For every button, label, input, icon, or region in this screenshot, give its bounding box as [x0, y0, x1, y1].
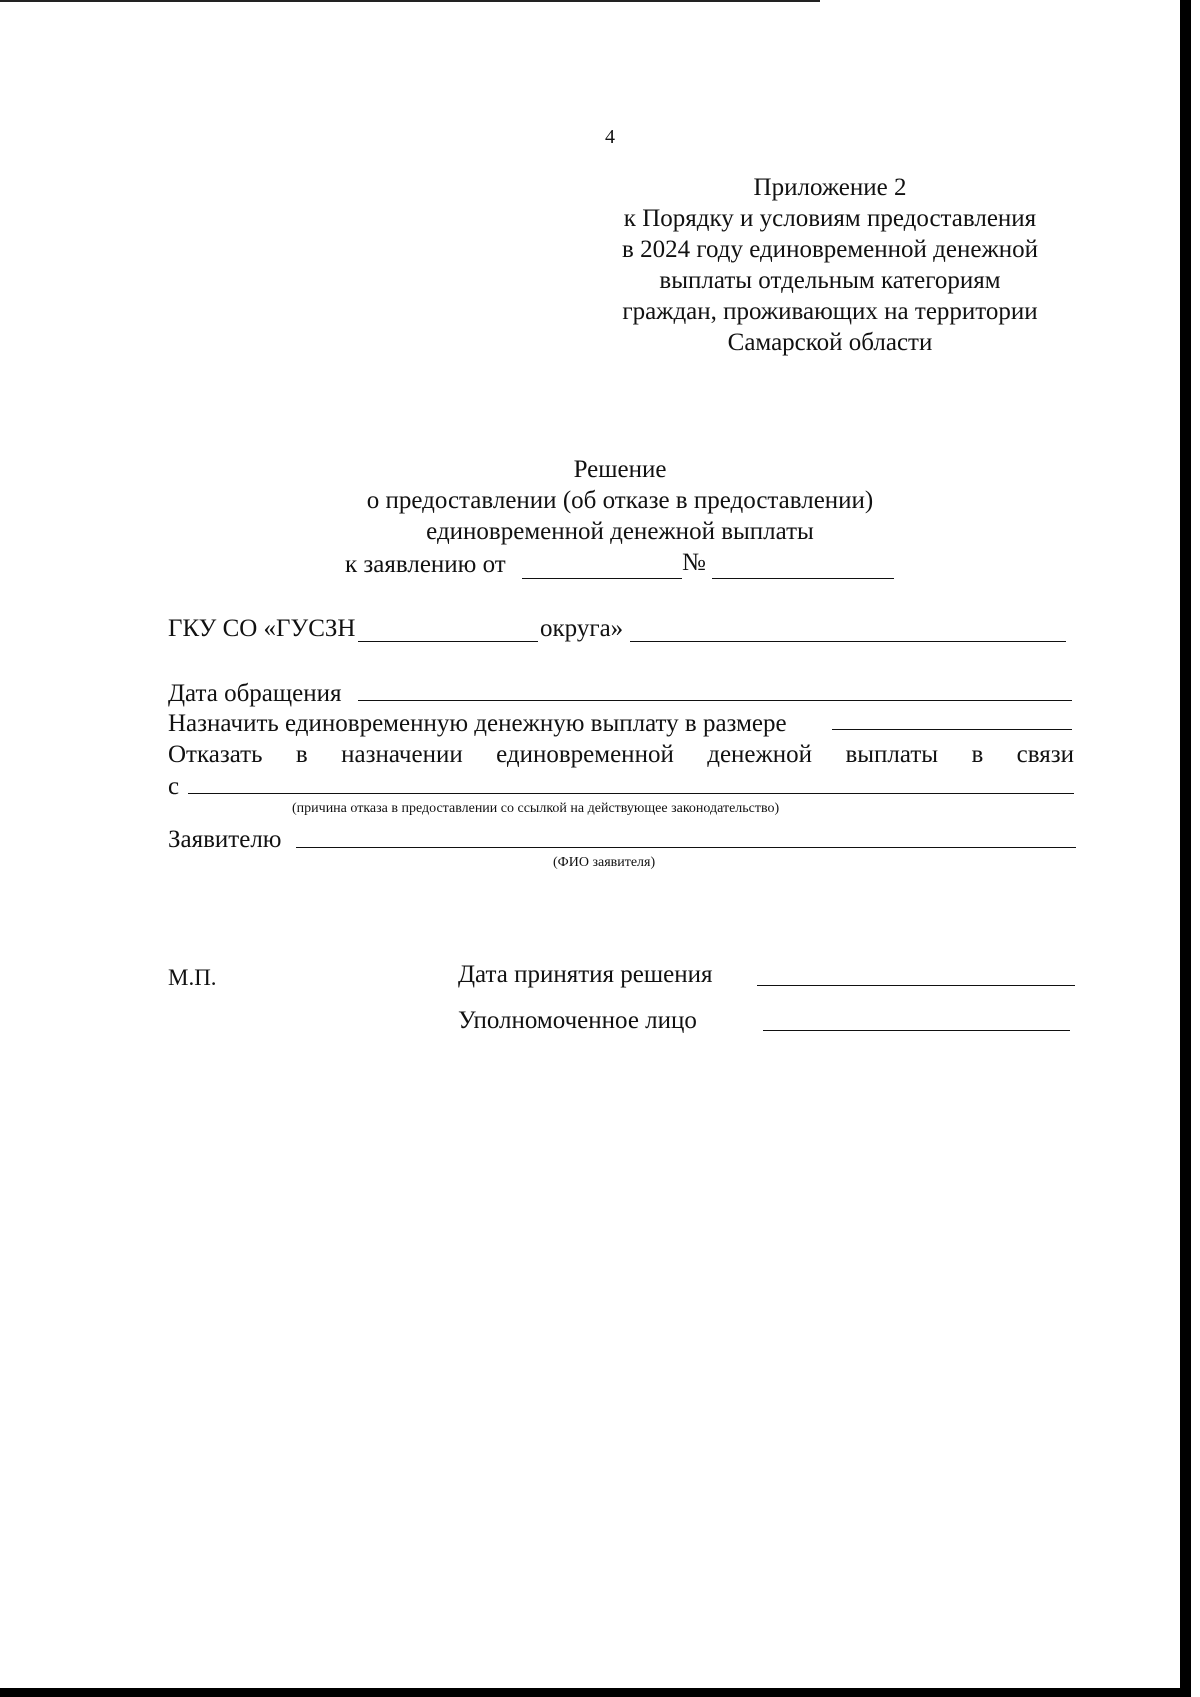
agency-district-line[interactable]: [358, 641, 538, 642]
refuse-word: выплаты: [845, 741, 939, 768]
refuse-word: Отказать: [168, 741, 263, 768]
scan-edge-top: [0, 0, 820, 2]
refuse-word: связи: [1016, 741, 1074, 768]
title-line: Решение: [573, 456, 667, 483]
date-line[interactable]: [358, 700, 1072, 701]
appendix-line: граждан, проживающих на территории: [622, 298, 1038, 325]
refuse-word: в: [295, 741, 308, 768]
document-title: [300, 454, 940, 547]
appendix-line: к Порядку и условиям предоставления: [623, 205, 1037, 232]
page-number: 4: [605, 126, 615, 148]
appendix-block: [600, 172, 1060, 358]
authorized-label: Уполномоченное лицо: [458, 1007, 697, 1034]
agency-prefix: ГКУ СО «ГУСЗН: [168, 615, 356, 642]
agency-name-line[interactable]: [630, 641, 1066, 642]
seal-label: М.П.: [168, 965, 217, 990]
agency-suffix: округа»: [540, 615, 624, 642]
number-sign: №: [682, 549, 706, 576]
refuse-word: назначении: [341, 741, 463, 768]
assign-label: Назначить единовременную денежную выплату в размере: [168, 710, 787, 737]
title-line: о предоставлении (об отказе в предоставлении): [366, 487, 874, 514]
assign-amount-line[interactable]: [832, 729, 1072, 730]
authorized-signature-line[interactable]: [763, 1030, 1070, 1031]
decision-date-label: Дата принятия решения: [458, 961, 713, 988]
refuse-row: [168, 740, 1074, 770]
appendix-line: в 2024 году единовременной денежной: [622, 236, 1038, 263]
date-label: Дата обращения: [168, 680, 342, 707]
title-line: единовременной денежной выплаты: [426, 518, 814, 545]
refuse-word: денежной: [707, 741, 813, 768]
scan-edge-bottom: [0, 1688, 1184, 1697]
scan-edge-right: [1180, 0, 1191, 1697]
appendix-line: выплаты отдельным категориям: [659, 267, 1001, 294]
decision-date-line[interactable]: [757, 985, 1075, 986]
applicant-label: Заявителю: [168, 826, 282, 853]
refuse-reason-hint: (причина отказа в предоставлении со ссылкой на действующее законодательство): [292, 801, 780, 816]
applicant-name-line[interactable]: [296, 847, 1076, 848]
refuse-word: единовременной: [496, 741, 674, 768]
appendix-line: Приложение 2: [753, 174, 907, 201]
statement-prefix: к заявлению от: [345, 551, 506, 578]
refuse-word: в: [971, 741, 984, 768]
statement-date-line[interactable]: [522, 578, 682, 579]
refuse-cont: с: [168, 773, 180, 800]
statement-number-line[interactable]: [712, 578, 894, 579]
appendix-line: Самарской области: [727, 329, 933, 356]
refuse-reason-line[interactable]: [188, 793, 1074, 794]
applicant-hint: (ФИО заявителя): [553, 855, 656, 870]
